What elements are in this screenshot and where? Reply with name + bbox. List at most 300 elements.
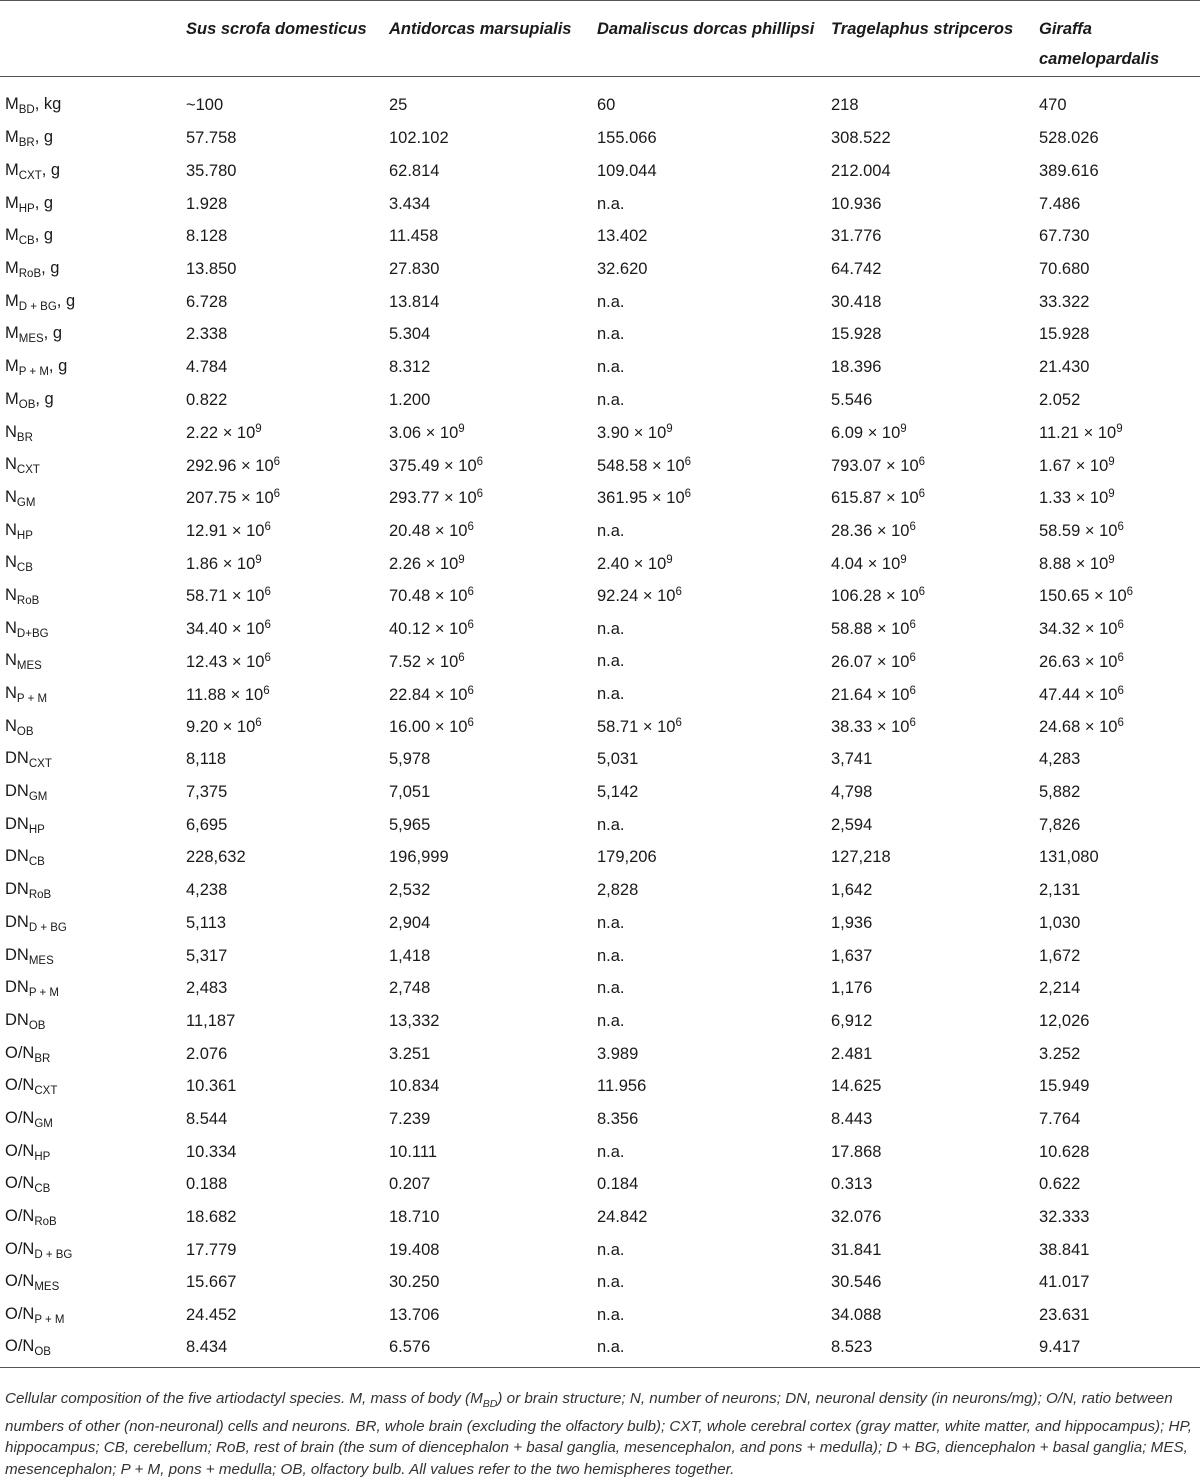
value-cell xyxy=(1039,613,1200,646)
value-mantissa: 375.49 × 10 xyxy=(389,456,477,475)
row-label-subscript: RoB xyxy=(34,1216,57,1229)
header-row xyxy=(0,1,1200,77)
value-cell: 5,882 xyxy=(1039,783,1081,802)
value-cell: 57.758 xyxy=(186,129,237,148)
value-cell: 6.728 xyxy=(186,292,228,311)
value-cell: 7.239 xyxy=(389,1109,431,1128)
row-label-base: DN xyxy=(5,1010,29,1029)
table-row xyxy=(0,1299,1200,1332)
value-cell: 2,131 xyxy=(1039,881,1081,900)
value-cell: 8.312 xyxy=(389,358,431,377)
row-label-subscript: D + BG xyxy=(34,1248,73,1261)
value-exponent: 6 xyxy=(264,619,271,632)
table-row xyxy=(0,580,1200,613)
value-cell: 31.841 xyxy=(831,1240,882,1259)
value-mantissa: 3.06 × 10 xyxy=(389,424,459,443)
value-cell: n.a. xyxy=(597,1332,831,1368)
row-label xyxy=(0,1332,186,1368)
value-cell: 13.814 xyxy=(389,292,440,311)
value-cell: 1,672 xyxy=(1039,946,1081,965)
row-label-subscript: MES xyxy=(34,1281,60,1294)
value-cell: 8.356 xyxy=(597,1109,639,1128)
value-cell: 1,176 xyxy=(831,979,873,998)
row-label-subscript: D + BG xyxy=(28,921,67,934)
table-row xyxy=(0,221,1200,254)
value-cell: 25 xyxy=(389,96,408,115)
table-row xyxy=(0,874,1200,907)
table-row xyxy=(0,1234,1200,1267)
row-label xyxy=(0,1070,186,1103)
value-cell: 2.052 xyxy=(1039,390,1081,409)
value-cell: 15.949 xyxy=(1039,1077,1090,1096)
row-label-base: O/N xyxy=(5,1141,35,1160)
value-exponent: 9 xyxy=(255,423,262,436)
value-cell: n.a. xyxy=(597,1273,625,1292)
value-mantissa: 548.58 × 10 xyxy=(597,456,685,475)
value-cell xyxy=(389,547,597,580)
row-label-subscript: RoB xyxy=(16,594,40,607)
value-cell xyxy=(1039,547,1200,580)
value-mantissa: 16.00 × 10 xyxy=(389,718,468,737)
table-row xyxy=(0,1136,1200,1169)
row-label-subscript: D+BG xyxy=(16,627,49,640)
value-cell xyxy=(1039,711,1200,744)
value-cell: 0.188 xyxy=(186,1175,228,1194)
value-mantissa: 207.75 × 10 xyxy=(186,489,274,508)
value-cell xyxy=(389,711,597,744)
value-cell xyxy=(389,482,597,515)
value-mantissa: 26.07 × 10 xyxy=(831,652,910,671)
value-exponent: 6 xyxy=(1117,619,1124,632)
value-cell xyxy=(389,449,597,482)
row-label-unit: , g xyxy=(56,291,76,310)
value-cell: 5,965 xyxy=(389,815,431,834)
value-cell: n.a. xyxy=(597,979,625,998)
value-cell: 11.458 xyxy=(389,227,439,246)
row-label-subscript: BR xyxy=(16,431,33,444)
value-cell: 389.616 xyxy=(1039,162,1099,181)
value-cell: 27.830 xyxy=(389,260,440,279)
value-exponent: 6 xyxy=(255,717,262,730)
value-cell: 1.928 xyxy=(186,194,228,213)
row-label-unit: , g xyxy=(35,389,54,408)
row-label xyxy=(0,123,186,156)
row-label xyxy=(0,417,186,450)
value-exponent: 6 xyxy=(476,455,484,468)
row-label-base: O/N xyxy=(5,1207,35,1226)
row-label-subscript: CXT xyxy=(28,758,52,771)
value-cell: 8,118 xyxy=(186,750,227,769)
table-row xyxy=(0,123,1200,156)
value-cell: 8.523 xyxy=(831,1332,1039,1368)
value-mantissa: 22.84 × 10 xyxy=(389,685,468,704)
table-row xyxy=(0,1169,1200,1202)
value-cell: 3,741 xyxy=(831,750,873,769)
value-cell xyxy=(1039,580,1200,613)
value-cell: n.a. xyxy=(597,390,625,409)
value-mantissa: 793.07 × 10 xyxy=(831,456,919,475)
value-cell: 32.620 xyxy=(597,260,648,279)
value-cell: 218 xyxy=(831,96,859,115)
value-cell: 6,695 xyxy=(186,815,228,834)
row-label-subscript: GM xyxy=(16,496,36,509)
row-label xyxy=(0,874,186,907)
value-mantissa: 34.32 × 10 xyxy=(1039,620,1118,639)
value-exponent: 9 xyxy=(900,423,907,436)
value-mantissa: 4.04 × 10 xyxy=(831,554,901,573)
value-mantissa: 20.48 × 10 xyxy=(389,522,468,541)
value-cell: 15.928 xyxy=(831,325,882,344)
value-exponent: 6 xyxy=(909,651,916,664)
row-label xyxy=(0,384,186,417)
value-cell: n.a. xyxy=(597,913,625,932)
row-label-base: N xyxy=(5,618,17,637)
value-mantissa: 40.12 × 10 xyxy=(389,620,468,639)
value-cell: 7,375 xyxy=(186,783,228,802)
value-exponent: 9 xyxy=(458,423,465,436)
row-label xyxy=(0,613,186,646)
value-cell: 32.333 xyxy=(1039,1208,1090,1227)
value-cell xyxy=(186,417,389,450)
row-label xyxy=(0,482,186,515)
row-label-base: O/N xyxy=(5,1076,35,1095)
row-label xyxy=(0,188,186,221)
value-cell: 308.522 xyxy=(831,129,891,148)
value-cell: 32.076 xyxy=(831,1208,882,1227)
table-row xyxy=(0,253,1200,286)
value-mantissa: 1.33 × 10 xyxy=(1039,489,1109,508)
value-cell: 8.443 xyxy=(831,1109,873,1128)
row-label xyxy=(0,580,186,613)
row-label xyxy=(0,809,186,842)
value-cell: 0.207 xyxy=(389,1175,431,1194)
value-cell: 470 xyxy=(1039,96,1067,115)
table-row xyxy=(0,449,1200,482)
value-cell: 64.742 xyxy=(831,260,882,279)
table-row xyxy=(0,842,1200,875)
value-mantissa: 292.96 × 10 xyxy=(186,456,274,475)
row-label-unit: , g xyxy=(41,161,61,180)
header-cell-species: Giraffa camelopardalis xyxy=(1039,1,1200,77)
value-cell: 24.842 xyxy=(597,1208,648,1227)
value-cell: 13.850 xyxy=(186,260,237,279)
value-cell: 11,187 xyxy=(186,1011,236,1030)
row-label-base: DN xyxy=(5,749,29,768)
value-cell: 8.128 xyxy=(186,227,228,246)
value-cell xyxy=(831,547,1039,580)
value-cell: 0.822 xyxy=(186,390,228,409)
value-mantissa: 12.91 × 10 xyxy=(186,522,265,541)
value-cell: 2,532 xyxy=(389,881,431,900)
value-cell: 5,113 xyxy=(186,913,227,932)
value-mantissa: 1.86 × 10 xyxy=(186,554,256,573)
value-cell: 15.667 xyxy=(186,1273,237,1292)
value-cell: n.a. xyxy=(597,1306,625,1325)
value-cell: n.a. xyxy=(597,521,625,540)
row-label-subscript: BD xyxy=(18,104,35,117)
table-caption: Cellular composition of the five artiodactyl species. M, mass of body $(M_{BD})$ or brain structure; N, number of neurons; DN, neuronal density (in neurons/mg); O/N, ratio between numbers of other (non-neuronal) cells and neurons. BR, whole brain (excluding the olfactory bulb); CXT, whole cerebral cortex (gray matter, white matter, and hippocampus); HP, hippocampus; CB, cerebellum; RoB, rest of brain (the sum of diencephalon + basal ganglia, mesencephalon, and pons + medulla); D + BG, diencephalon + basal ganglia; MES, mesencephalon; P + M, pons + medulla; OB, olfactory bulb. All values refer to the two hemispheres together. xyxy=(5,1390,1192,1478)
row-label-subscript: GM xyxy=(28,791,48,804)
value-cell: 5,978 xyxy=(389,750,431,769)
row-label-subscript: P + M xyxy=(28,987,59,1000)
value-exponent: 9 xyxy=(1116,423,1123,436)
value-mantissa: 2.22 × 10 xyxy=(186,424,256,443)
value-cell: 8.544 xyxy=(186,1109,228,1128)
table-row xyxy=(0,286,1200,319)
table-row xyxy=(0,1038,1200,1071)
value-cell: 18.710 xyxy=(389,1208,440,1227)
row-label xyxy=(0,711,186,744)
value-cell xyxy=(831,678,1039,711)
row-label-base: O/N xyxy=(5,1272,35,1291)
value-cell xyxy=(597,547,831,580)
value-mantissa: 2.40 × 10 xyxy=(597,554,667,573)
row-label xyxy=(0,1267,186,1300)
value-cell: n.a. xyxy=(597,1240,625,1259)
row-label-base: DN xyxy=(5,912,29,931)
value-cell: 3.252 xyxy=(1039,1044,1081,1063)
row-label-base: N xyxy=(5,651,17,670)
table-row xyxy=(0,776,1200,809)
table-row xyxy=(0,547,1200,580)
row-label-subscript: CB xyxy=(34,1183,51,1196)
row-label xyxy=(0,253,186,286)
value-mantissa: 11.21 × 10 xyxy=(1039,424,1117,443)
value-cell: 10.936 xyxy=(831,194,882,213)
row-label-unit: , g xyxy=(34,226,54,245)
value-cell xyxy=(831,711,1039,744)
value-cell: 30.546 xyxy=(831,1273,882,1292)
value-cell xyxy=(831,482,1039,515)
row-label-base: N xyxy=(5,716,17,735)
value-cell: 5.546 xyxy=(831,390,873,409)
value-exponent: 6 xyxy=(264,521,271,534)
row-label-unit: , g xyxy=(34,193,54,212)
value-cell: n.a. xyxy=(597,946,625,965)
value-exponent: 6 xyxy=(1117,717,1124,730)
value-cell xyxy=(389,580,597,613)
row-label-subscript: BR xyxy=(18,137,35,150)
value-exponent: 6 xyxy=(263,684,270,697)
row-label-base: N xyxy=(5,684,17,703)
row-label-unit: , g xyxy=(41,259,60,278)
value-cell xyxy=(186,515,389,548)
row-label xyxy=(0,449,186,482)
value-mantissa: 70.48 × 10 xyxy=(389,587,468,606)
value-cell xyxy=(389,417,597,450)
value-cell: 33.322 xyxy=(1039,292,1090,311)
value-cell: 30.250 xyxy=(389,1273,440,1292)
value-cell: 4,238 xyxy=(186,881,228,900)
value-cell xyxy=(186,547,389,580)
value-exponent: 6 xyxy=(675,586,682,599)
value-cell xyxy=(597,449,831,482)
row-label-subscript: CXT xyxy=(16,464,40,477)
value-exponent: 6 xyxy=(467,619,474,632)
value-exponent: 9 xyxy=(458,553,465,566)
value-cell: n.a. xyxy=(597,652,625,671)
value-cell xyxy=(831,449,1039,482)
row-label-subscript: P + M xyxy=(16,693,48,706)
value-cell: 3.251 xyxy=(389,1044,431,1063)
value-exponent: 9 xyxy=(666,423,673,436)
value-cell xyxy=(389,678,597,711)
row-label-subscript: OB xyxy=(34,1346,51,1359)
value-cell xyxy=(186,678,389,711)
value-cell: n.a. xyxy=(597,619,625,638)
value-cell xyxy=(831,613,1039,646)
row-label-unit: , g xyxy=(48,357,68,376)
value-cell: 0.622 xyxy=(1039,1175,1081,1194)
value-cell: 23.631 xyxy=(1039,1306,1090,1325)
value-exponent: 6 xyxy=(918,488,926,501)
table-row xyxy=(0,678,1200,711)
header-cell-species: Damaliscus dorcas phillipsi xyxy=(597,1,831,77)
value-exponent: 6 xyxy=(918,455,926,468)
value-cell xyxy=(831,417,1039,450)
row-label-base: O/N xyxy=(5,1043,35,1062)
row-label xyxy=(0,744,186,777)
value-cell xyxy=(597,580,831,613)
value-mantissa: 28.36 × 10 xyxy=(831,522,910,541)
value-cell: 1,030 xyxy=(1039,913,1081,932)
value-cell: 7.764 xyxy=(1039,1109,1081,1128)
row-label-subscript: CXT xyxy=(34,1085,58,1098)
row-label xyxy=(0,776,186,809)
value-cell: n.a. xyxy=(597,292,625,311)
value-exponent: 6 xyxy=(467,684,474,697)
row-label xyxy=(0,842,186,875)
value-exponent: 6 xyxy=(264,651,271,664)
value-cell: n.a. xyxy=(597,325,625,344)
table-row xyxy=(0,972,1200,1005)
value-cell: 179,206 xyxy=(597,848,657,867)
row-label-subscript: HP xyxy=(18,202,35,215)
value-exponent: 6 xyxy=(273,455,281,468)
value-cell: 10.628 xyxy=(1039,1142,1090,1161)
value-exponent: 6 xyxy=(1126,586,1134,599)
row-label-base: DN xyxy=(5,880,29,899)
value-exponent: 6 xyxy=(909,521,916,534)
value-mantissa: 3.90 × 10 xyxy=(597,424,667,443)
row-label xyxy=(0,319,186,352)
row-label-unit: , g xyxy=(43,324,63,343)
table-row xyxy=(0,711,1200,744)
value-cell: ~100 xyxy=(186,96,224,115)
row-label xyxy=(0,77,186,123)
value-cell: 13.706 xyxy=(389,1306,440,1325)
value-cell xyxy=(389,613,597,646)
value-cell: 1.200 xyxy=(389,390,431,409)
row-label-unit: , kg xyxy=(34,95,62,114)
value-cell: 4,798 xyxy=(831,783,873,802)
value-cell xyxy=(389,515,597,548)
value-cell: 17.868 xyxy=(831,1142,882,1161)
value-cell: 5,142 xyxy=(597,783,639,802)
row-label-subscript: RoB xyxy=(28,889,52,902)
table-row xyxy=(0,319,1200,352)
value-mantissa: 38.33 × 10 xyxy=(831,718,910,737)
value-cell: 70.680 xyxy=(1039,260,1090,279)
value-cell: n.a. xyxy=(597,1142,625,1161)
value-cell: 24.452 xyxy=(186,1306,237,1325)
value-cell: 1,936 xyxy=(831,913,873,932)
row-label-base: M xyxy=(5,128,19,147)
table-row xyxy=(0,351,1200,384)
row-label-subscript: CB xyxy=(28,856,45,869)
value-cell: 38.841 xyxy=(1039,1240,1090,1259)
value-mantissa: 1.67 × 10 xyxy=(1039,456,1109,475)
value-mantissa: 21.64 × 10 xyxy=(831,685,910,704)
table-row xyxy=(0,613,1200,646)
value-cell: 102.102 xyxy=(389,129,449,148)
value-cell: 528.026 xyxy=(1039,129,1099,148)
value-cell: 4,283 xyxy=(1039,750,1081,769)
value-cell: 2.076 xyxy=(186,1044,228,1063)
value-cell xyxy=(186,646,389,679)
value-cell: 7.486 xyxy=(1039,194,1081,213)
value-cell: 2.481 xyxy=(831,1044,873,1063)
row-label xyxy=(0,221,186,254)
value-cell: 155.066 xyxy=(597,129,657,148)
value-cell: 12,026 xyxy=(1039,1011,1090,1030)
value-cell: 31.776 xyxy=(831,227,882,246)
row-label-subscript: D + BG xyxy=(18,300,57,313)
value-cell xyxy=(389,646,597,679)
value-mantissa: 58.59 × 10 xyxy=(1039,522,1118,541)
row-label xyxy=(0,1005,186,1038)
value-cell xyxy=(1039,646,1200,679)
row-label-base: O/N xyxy=(5,1108,35,1127)
value-cell: 2.338 xyxy=(186,325,228,344)
row-label-base: N xyxy=(5,487,17,506)
table-row xyxy=(0,646,1200,679)
value-cell: 15.928 xyxy=(1039,325,1090,344)
value-cell: n.a. xyxy=(597,1011,625,1030)
row-label-base: M xyxy=(5,226,19,245)
value-cell xyxy=(597,711,831,744)
value-cell xyxy=(831,580,1039,613)
value-cell: 11.956 xyxy=(597,1077,647,1096)
value-mantissa: 11.88 × 10 xyxy=(186,685,264,704)
table-row xyxy=(0,417,1200,450)
value-cell: 2,594 xyxy=(831,815,873,834)
value-exponent: 6 xyxy=(467,586,474,599)
value-cell: n.a. xyxy=(597,358,625,377)
row-label-subscript: BR xyxy=(34,1052,51,1065)
header-cell-blank xyxy=(0,1,186,77)
value-cell: 0.313 xyxy=(831,1175,873,1194)
value-exponent: 6 xyxy=(1117,651,1124,664)
row-label xyxy=(0,1103,186,1136)
row-label-subscript: CXT xyxy=(18,170,42,183)
header-cell-species: Antidorcas marsupialis xyxy=(389,1,597,77)
value-exponent: 9 xyxy=(1108,455,1115,468)
value-cell: 9.417 xyxy=(1039,1332,1200,1368)
row-label-base: DN xyxy=(5,847,29,866)
value-exponent: 9 xyxy=(1108,488,1115,501)
value-cell: 3.434 xyxy=(389,194,431,213)
value-cell: 13,332 xyxy=(389,1011,440,1030)
table-row xyxy=(0,907,1200,940)
value-cell: 228,632 xyxy=(186,848,246,867)
row-label-base: N xyxy=(5,585,17,604)
header-cell-species: Tragelaphus stripceros xyxy=(831,1,1039,77)
row-label xyxy=(0,515,186,548)
value-cell: 18.396 xyxy=(831,358,882,377)
value-mantissa: 106.28 × 10 xyxy=(831,587,919,606)
row-label-base: M xyxy=(5,161,19,180)
